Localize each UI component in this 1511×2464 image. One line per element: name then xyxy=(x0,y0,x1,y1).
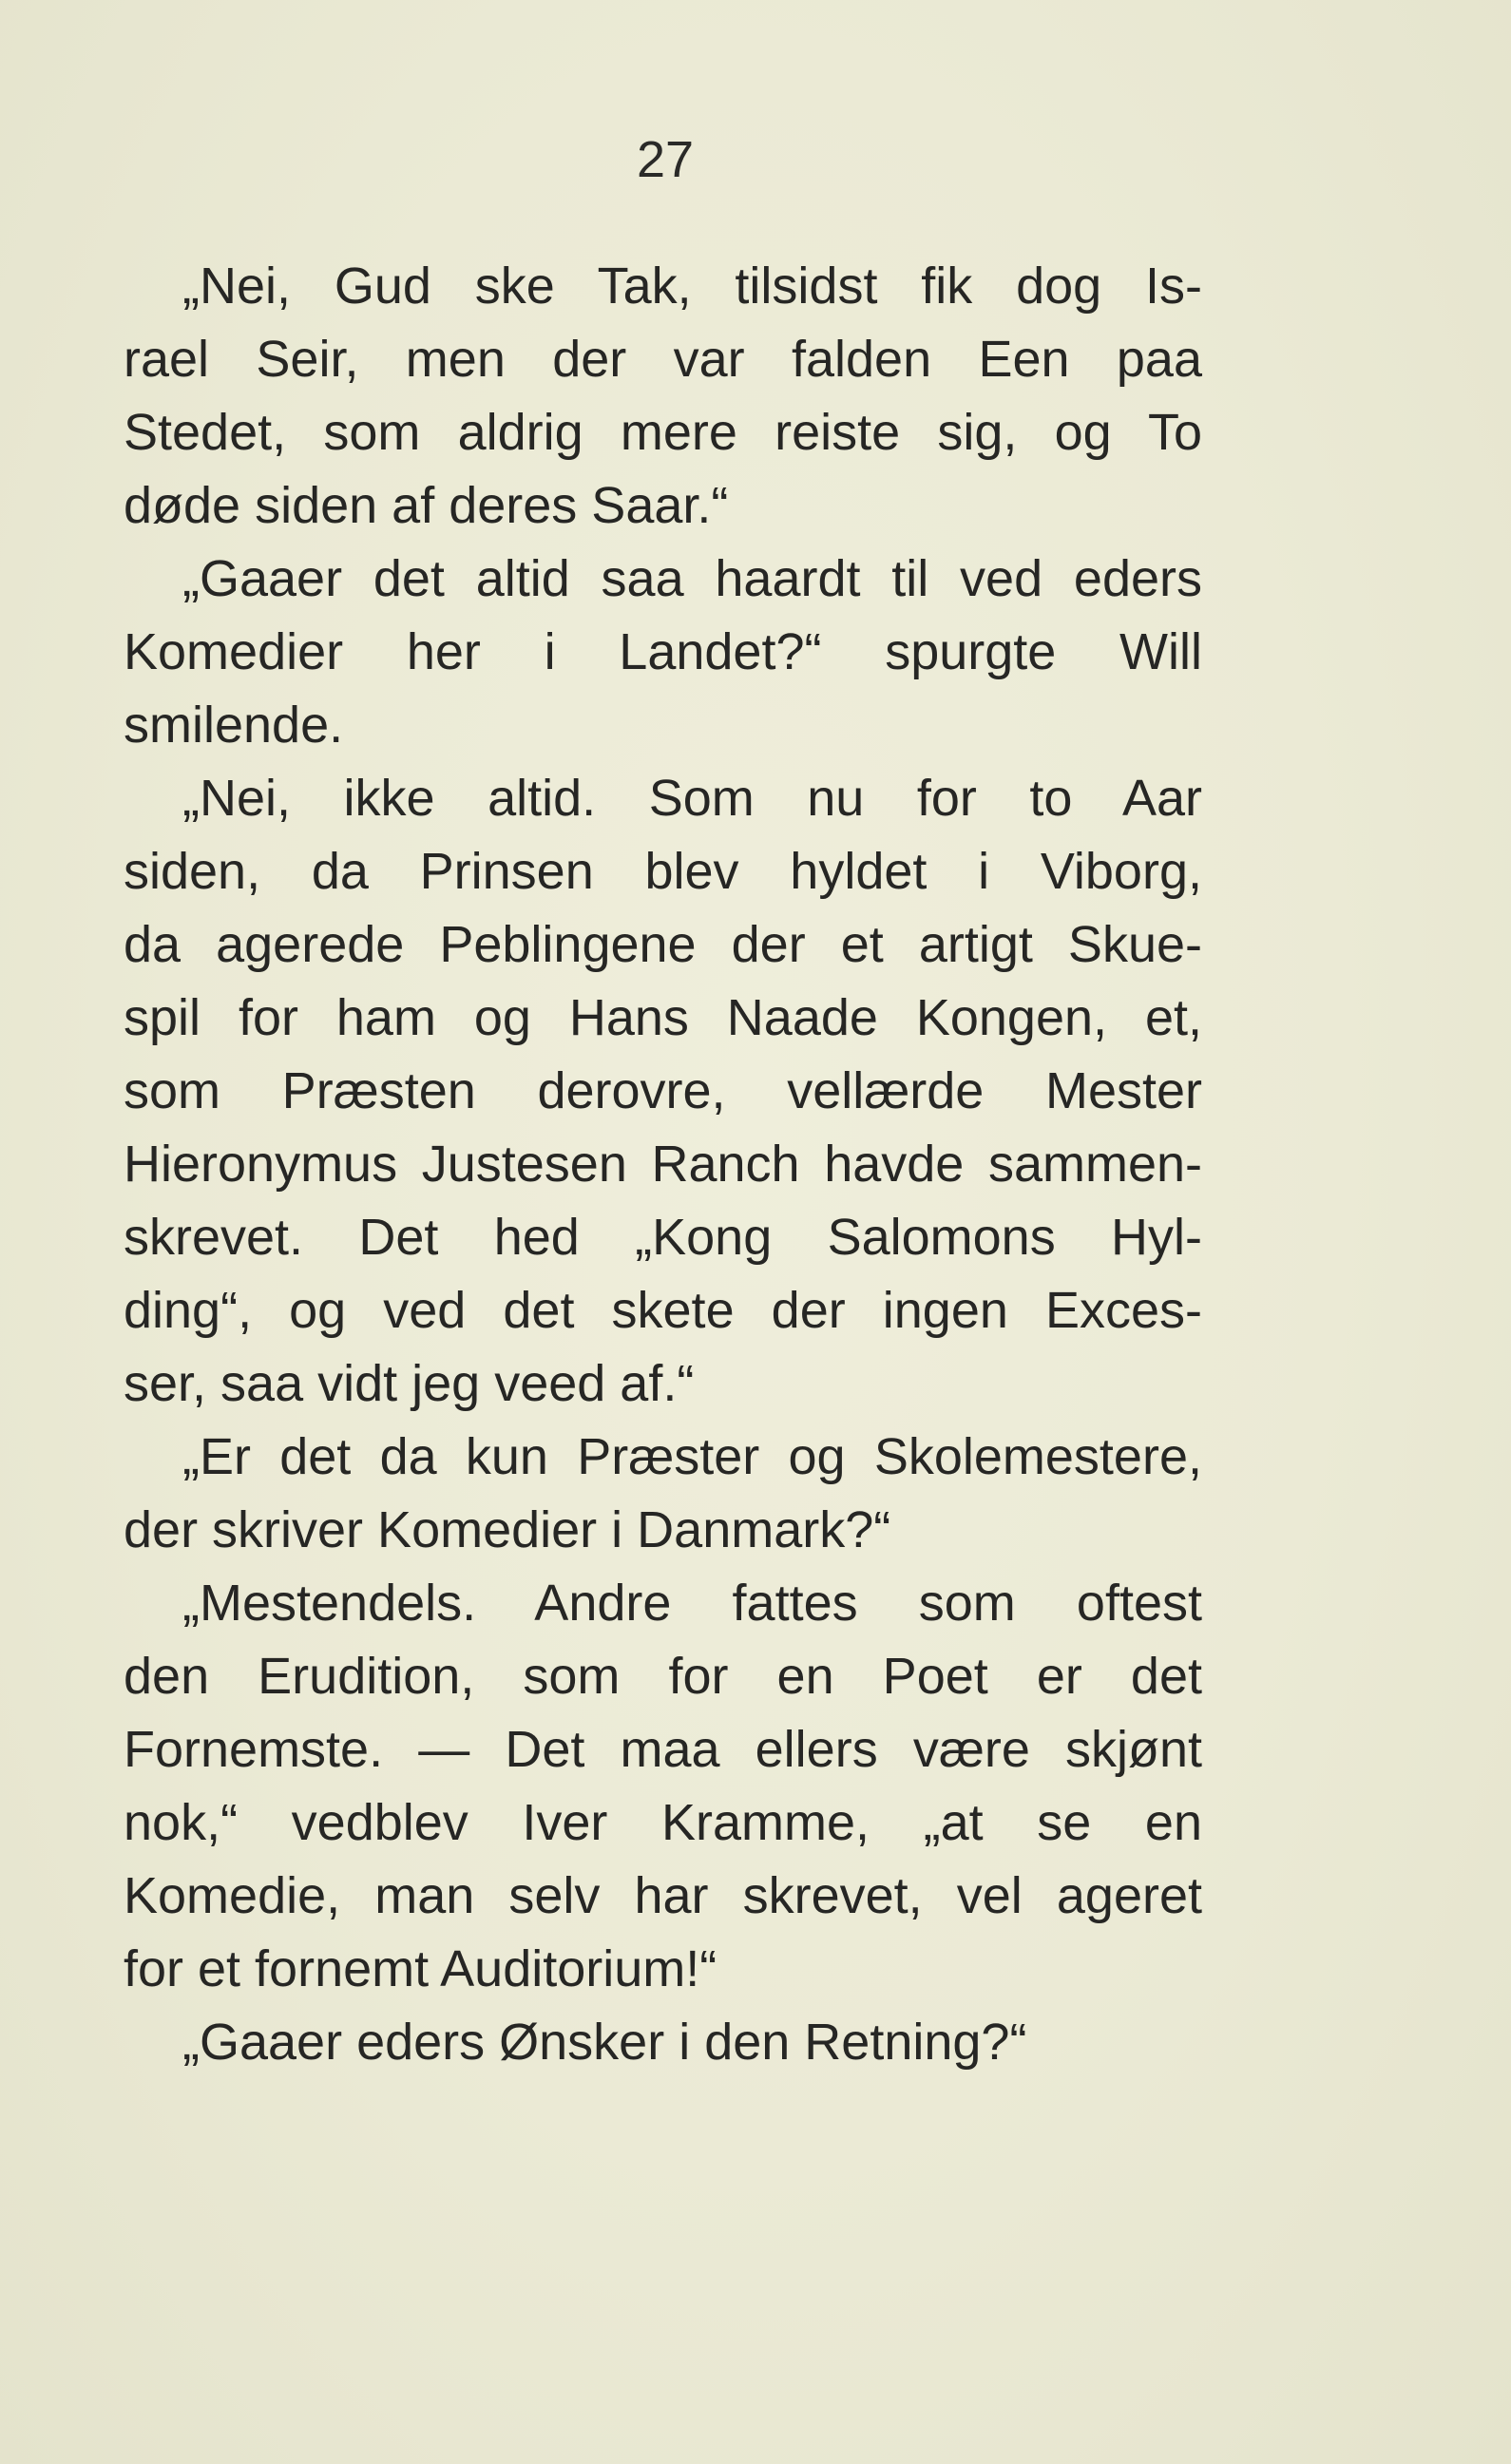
text-line: „Gaaer eders Ønsker i den Retning?“ xyxy=(182,2014,1027,2071)
text-line: ser, saa vidt jeg veed af.“ xyxy=(124,1355,695,1412)
text-line: nok,“ vedblev Iver Kramme, „at se en xyxy=(124,1794,1202,1851)
text-line: for et fornemt Auditorium!“ xyxy=(124,1940,717,1997)
text-line: Komedier her i Landet?“ spurgte Will xyxy=(124,623,1202,680)
text-line: Hieronymus Justesen Ranch havde sammen- xyxy=(124,1136,1202,1193)
text-line: ding“, og ved det skete der ingen Exces- xyxy=(124,1282,1202,1339)
text-line: Komedie, man selv har skrevet, vel ageret xyxy=(124,1867,1202,1924)
text-line: da agerede Peblingene der et artigt Skue- xyxy=(124,916,1202,973)
text-line: „Er det da kun Præster og Skolemestere, xyxy=(182,1428,1202,1485)
text-line: rael Seir, men der var falden Een paa xyxy=(124,331,1202,388)
text-line: Stedet, som aldrig mere reiste sig, og To xyxy=(124,404,1202,461)
text-line: der skriver Komedier i Danmark?“ xyxy=(124,1501,891,1558)
text-line: smilende. xyxy=(124,697,344,754)
text-line: siden, da Prinsen blev hyldet i Viborg, xyxy=(124,843,1202,900)
text-line: „Nei, Gud ske Tak, tilsidst fik dog Is- xyxy=(182,258,1202,315)
text-line: Fornemste. — Det maa ellers være skjønt xyxy=(124,1721,1202,1778)
text-line: døde siden af deres Saar.“ xyxy=(124,477,729,534)
text-line: „Mestendels. Andre fattes som oftest xyxy=(182,1575,1202,1632)
text-line: „Gaaer det altid saa haardt til ved eders xyxy=(182,550,1202,607)
text-line: den Erudition, som for en Poet er det xyxy=(124,1648,1202,1705)
page-number: 27 xyxy=(636,131,695,188)
text-line: „Nei, ikke altid. Som nu for to Aar xyxy=(182,770,1202,827)
body-text xyxy=(124,250,1202,2079)
text-line: som Præsten derovre, vellærde Mester xyxy=(124,1062,1202,1119)
text-line: skrevet. Det hed „Kong Salomons Hyl- xyxy=(124,1209,1202,1266)
text-line: spil for ham og Hans Naade Kongen, et, xyxy=(124,989,1202,1046)
